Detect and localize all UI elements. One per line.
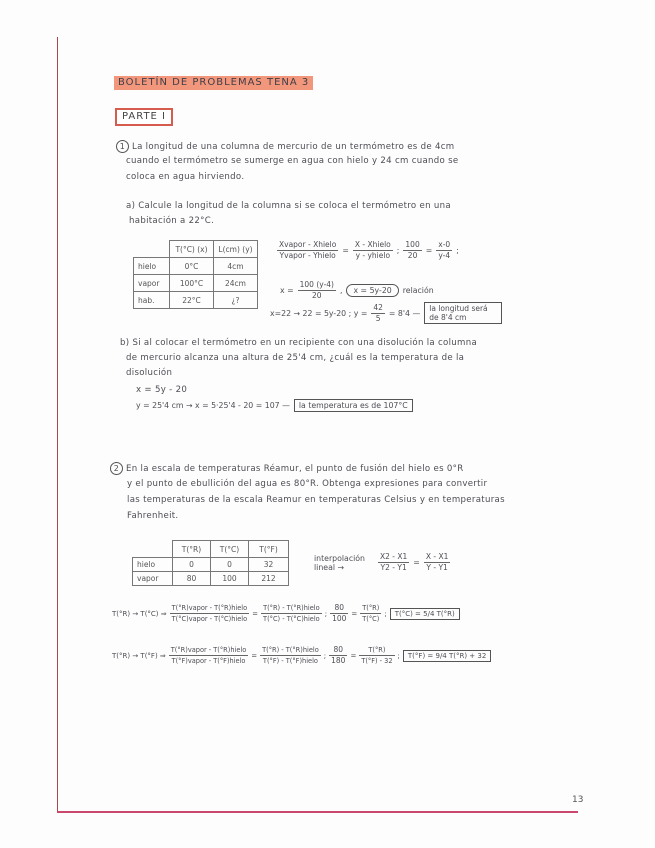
problem2-line2: y el punto de ebullición del agua es 80°R. Obtenga expresiones para convertir bbox=[127, 479, 488, 489]
equation-linear-interp: interpolación lineal → $\frac{X2 - X1}{Y2 - Y1}$ = $\frac{X - X1}{Y - Y1}$ bbox=[314, 552, 449, 572]
data-table-2: T(°R) T(°C) T(°F) hielo 0 0 32 vapor 80 100 212 bbox=[132, 540, 289, 586]
table-row: vapor 80 100 212 bbox=[133, 572, 289, 586]
problem-number-icon: 2 bbox=[110, 462, 123, 475]
page-number: 13 bbox=[572, 795, 584, 805]
problem1-line3: coloca en agua hirviendo. bbox=[126, 172, 245, 182]
table-row: vapor 100°C 24cm bbox=[134, 275, 258, 292]
answer-box-fahrenheit: T(°F) = 9/4 T(°R) + 32 bbox=[403, 650, 491, 662]
answer-box-a: la longitud será de 8'4 cm bbox=[424, 302, 502, 324]
equation-reaumur-celsius: T(°R) → T(°C) ⇒ $\frac{\text{T(°R)vapor - T(°R)hielo}}{\text{T(°C)vapor - T(°C)hielo}}$ = $\frac{\text{T(°R) - T(°R)hielo}}{\text{T(°C) - T(°C)hielo}}$ ; $\frac{80}{100}$ = $\frac{T(^\circ R)}{T(^\circ C)}$ ; T(°C) = 5/4 T(°R) bbox=[112, 603, 460, 624]
equation-solution-a: x=22 → 22 = 5y-20 ; y = $\frac{42}{5}$ = 8'4 — la longitud será de 8'4 cm bbox=[270, 302, 502, 324]
document-title: BOLETÍN DE PROBLEMAS TENA 3 bbox=[114, 76, 313, 90]
table-row: hab. 22°C ¿? bbox=[134, 292, 258, 309]
equation-relation: x = $\frac{100 (y-4)}{20}$ , x = 5y-20 relación bbox=[280, 280, 434, 300]
table-row: hielo 0°C 4cm bbox=[134, 258, 258, 275]
problem1-line2: cuando el termómetro se sumerge en agua con hielo y 24 cm cuando se bbox=[126, 156, 459, 166]
part-b-line1: b) Si al colocar el termómetro en un recipiente con una disolución la columna bbox=[120, 338, 478, 348]
margin-line bbox=[57, 37, 58, 812]
part-b-calc2: y = 25'4 cm → x = 5·25'4 - 20 = 107 — la temperatura es de 107°C bbox=[136, 399, 413, 412]
problem2-line3: las temperaturas de la escala Reamur en temperaturas Celsius y en temperaturas bbox=[127, 495, 505, 505]
problem1-line1: 1 La longitud de una columna de mercurio de un termómetro es de 4cm bbox=[116, 140, 454, 154]
equation-reaumur-fahrenheit: T(°R) → T(°F) ⇒ $\frac{\text{T(°R)vapor - T(°R)hielo}}{\text{T(°F)vapor - T(°F)hielo}}$ = $\frac{\text{T(°R) - T(°R)hielo}}{\text{T(°F) - T(°F)hielo}}$ ; $\frac{80}{180}$ = $\frac{T(^\circ R)}{T(^\circ F) - 32}$ ; T(°F) = 9/4 T(°R) + 32 bbox=[112, 645, 491, 666]
relation-highlight: x = 5y-20 bbox=[346, 284, 398, 297]
part-b-line3: disolución bbox=[126, 368, 173, 378]
bottom-line bbox=[57, 811, 578, 813]
answer-box-b: la temperatura es de 107°C bbox=[294, 399, 413, 412]
table-row: hielo 0 0 32 bbox=[133, 558, 289, 572]
problem-number-icon: 1 bbox=[116, 140, 129, 153]
equation-interpolation-a: $\frac{\text{Xvapor - Xhielo}}{\text{Yvapor - Yhielo}}$ = $\frac{\text{X - Xhielo}}{\text{y - yhielo}}$ ; $\frac{100}{20}$ = $\frac{x-0}{y-4}$ ; bbox=[279, 240, 459, 260]
data-table-1: T(°C) (x) L(cm) (y) hielo 0°C 4cm vapor 100°C 24cm hab. 22°C ¿? bbox=[133, 240, 258, 309]
answer-box-celsius: T(°C) = 5/4 T(°R) bbox=[390, 608, 460, 620]
part-a-line1: a) Calcule la longitud de la columna si se coloca el termómetro en una bbox=[126, 201, 451, 211]
part-a-line2: habitación a 22°C. bbox=[129, 216, 215, 226]
section-label: PARTE I bbox=[115, 108, 173, 126]
problem2-line4: Fahrenheit. bbox=[127, 511, 179, 521]
problem2-line1: 2 En la escala de temperaturas Réamur, el punto de fusión del hielo es 0°R bbox=[110, 462, 464, 476]
part-b-line2: de mercurio alcanza una altura de 25'4 cm, ¿cuál es la temperatura de la bbox=[126, 353, 465, 363]
part-b-calc1: x = 5y - 20 bbox=[136, 385, 188, 395]
